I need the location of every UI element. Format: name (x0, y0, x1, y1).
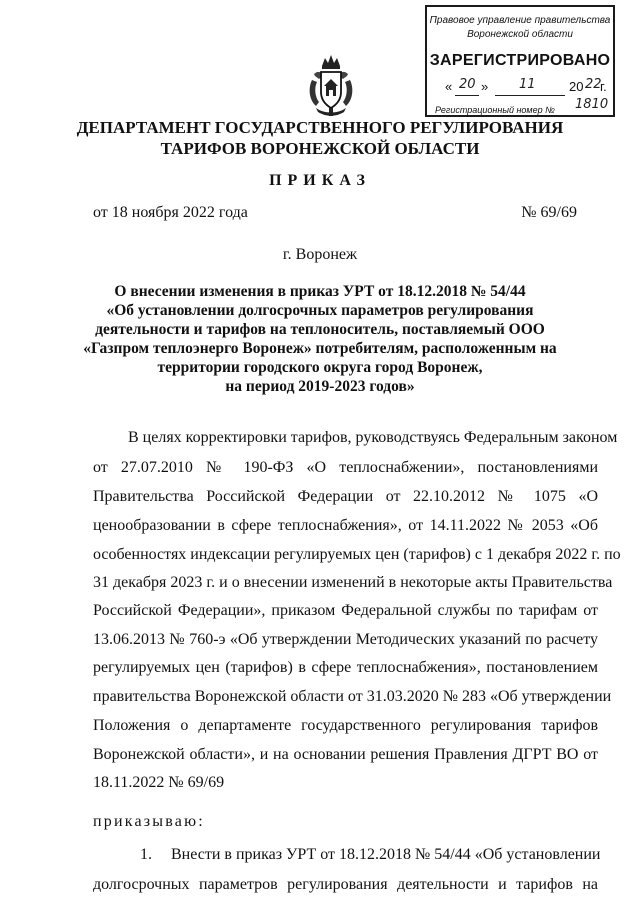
stamp-reg-number-label: Регистрационный номер № (435, 105, 555, 115)
body-line: Воронежской области», и на основании решения Правления ДГРТ ВО от (93, 746, 598, 763)
body-line: Российской Федерации», приказом Федеральной службы по тарифам от (93, 602, 598, 619)
stamp-registered-label: ЗАРЕГИСТРИРОВАНО (429, 52, 611, 69)
department-title-line2: ТАРИФОВ ВОРОНЕЖСКОЙ ОБЛАСТИ (160, 139, 480, 158)
stamp-month: 11 (519, 77, 536, 92)
body-line: правительства Воронежской области от 31.03.2020 № 283 «Об утверждении (93, 688, 612, 705)
stamp-day: 20 (459, 77, 476, 92)
order-word: приказываю: (93, 813, 205, 830)
order-date: от 18 ноября 2022 года (93, 204, 248, 221)
body-line: 31 декабря 2023 г. и о внесении изменений в некоторые акты Правительства (93, 574, 613, 591)
order-city: г. Воронеж (282, 246, 358, 263)
document-type-title: ПРИКАЗ (269, 172, 371, 189)
body-line: ценообразовании в сфере теплоснабжения», от 14.11.2022 № 2053 «Об (93, 517, 598, 534)
body-line: особенностях индексации регулируемых цен (тарифов) с 1 декабря 2022 г. по (93, 546, 621, 563)
body-line: Положения о департаменте государственного регулирования тарифов (93, 717, 598, 734)
stamp-year-g: г. (600, 79, 607, 94)
coat-of-arms-icon (306, 52, 356, 118)
body-line: В целях корректировки тарифов, руководствуясь Федеральным законом (128, 429, 618, 446)
stamp-year-prefix: 20 (569, 79, 584, 94)
body-line: от 27.07.2010 № 190-ФЗ «О теплоснабжении», постановлениями (93, 459, 598, 476)
stamp-reg-number: 1810 (575, 97, 609, 112)
item-number: 1. (140, 846, 152, 863)
body-line: Правительства Российской Федерации от 22.10.2012 № 1075 «О (93, 488, 598, 505)
stamp-date (445, 79, 615, 95)
item-line: долгосрочных параметров регулирования деятельности и тарифов на (93, 876, 598, 893)
stamp-quote-close: » (481, 79, 489, 94)
body-line: регулируемых цен (тарифов) в сфере теплоснабжения», постановлением (93, 659, 598, 676)
stamp-reg-number-row (435, 97, 613, 117)
stamp-quote-open: « (445, 79, 453, 94)
stamp-org-line2: Воронежской области (467, 29, 573, 40)
order-number: № 69/69 (521, 204, 577, 221)
stamp-org-line1: Правовое управление правительства (429, 15, 611, 26)
stamp-year-suffix: 22 (585, 77, 602, 92)
department-title-line1: ДЕПАРТАМЕНТ ГОСУДАРСТВЕННОГО РЕГУЛИРОВАНИЯ (76, 118, 564, 137)
subject-line: «Об установлении долгосрочных параметров регулирования (106, 302, 534, 319)
subject-line: деятельности и тарифов на теплоноситель, поставляемый ООО (95, 321, 545, 338)
subject-line: на период 2019-2023 годов» (225, 378, 415, 395)
subject-line: «Газпром теплоэнерго Воронеж» потребителям, расположенным на (83, 340, 557, 357)
subject-line: территории городского округа город Воронеж, (157, 359, 483, 376)
body-line: 13.06.2013 № 760-э «Об утверждении Методических указаний по расчету (93, 631, 598, 648)
subject-line: О внесении изменения в приказ УРТ от 18.12.2018 № 54/44 (114, 283, 526, 300)
registration-stamp (425, 5, 615, 117)
body-line: 18.11.2022 № 69/69 (93, 774, 225, 791)
item-line: Внести в приказ УРТ от 18.12.2018 № 54/44 «Об установлении (171, 846, 601, 863)
